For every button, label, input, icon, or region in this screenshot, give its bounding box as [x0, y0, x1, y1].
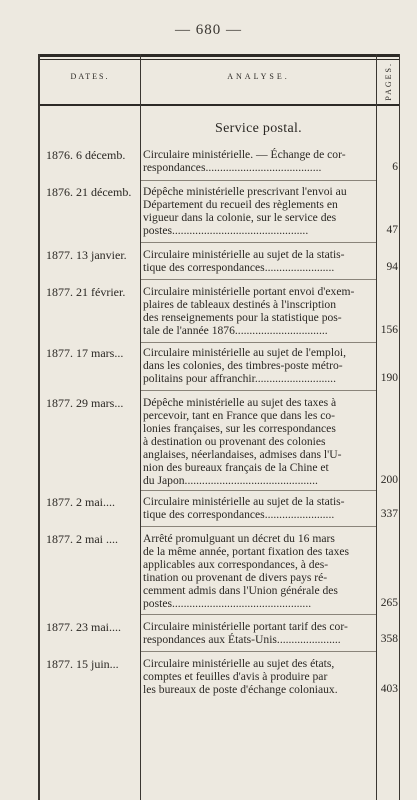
right-border: [399, 54, 400, 800]
entry-analysis: [143, 248, 374, 274]
analysis-line: tination ou provenant de divers pays ré-: [143, 571, 328, 584]
entry-separator: [141, 614, 376, 615]
entry-separator: [141, 342, 376, 343]
entry-analysis: [143, 620, 374, 646]
analysis-line: percevoir, tant en France que dans les co-: [143, 409, 336, 422]
entry-analysis: [143, 285, 374, 337]
analysis-line: cemment admis dans l'Union générale des: [143, 584, 338, 597]
analysis-line: respondances........................................: [143, 161, 322, 174]
analysis-line: Circulaire ministérielle au sujet de l'emploi,: [143, 346, 346, 359]
page-number: — 680 —: [175, 22, 242, 38]
entry-analysis: [143, 396, 374, 487]
entry-date: 1876. 6 décemb.: [46, 148, 126, 162]
analysis-line: Circulaire ministérielle au sujet de la statis-: [143, 495, 345, 508]
analysis-line: Circulaire ministérielle portant envoi d'exem-: [143, 285, 355, 298]
analysis-line: des renseignements pour la statistique pos-: [143, 311, 342, 324]
left-border: [38, 54, 40, 800]
header-rule: [38, 104, 400, 106]
entry-page: 47: [386, 224, 398, 236]
analysis-line: de la même année, portant fixation des taxes: [143, 545, 350, 558]
entry-separator: [141, 490, 376, 491]
analysis-line: Circulaire ministérielle au sujet des états,: [143, 657, 335, 670]
entry-date: 1877. 13 janvier.: [46, 248, 127, 262]
entry-page: 358: [380, 633, 398, 645]
entry-separator: [141, 651, 376, 652]
entry-page: 265: [380, 597, 398, 609]
analysis-line: postes................................................: [143, 597, 312, 610]
entry-separator: [141, 526, 376, 527]
analyse-column-header: ANALYSE.: [227, 72, 290, 81]
analysis-line: postes...............................................: [143, 224, 309, 237]
entry-page: 6: [392, 161, 398, 173]
entry-date: 1877. 23 mai....: [46, 620, 121, 634]
entry-separator: [141, 390, 376, 391]
entry-analysis: [143, 346, 374, 385]
entry-separator: [141, 279, 376, 280]
analysis-line: les bureaux de poste d'échange coloniaux.: [143, 683, 338, 696]
analysis-line: applicables aux correspondances, à des-: [143, 558, 329, 571]
analysis-line: comptes et feuilles d'avis à produire par: [143, 670, 328, 683]
top-rule-thin: [38, 59, 400, 60]
analysis-line: respondances aux États-Unis......................: [143, 633, 341, 646]
entry-analysis: [143, 532, 374, 610]
analysis-line: lonies françaises, sur les correspondances: [143, 422, 336, 435]
entry-date: 1877. 2 mai ....: [46, 532, 118, 546]
entry-separator: [141, 242, 376, 243]
dates-column-divider: [140, 54, 141, 800]
entry-analysis: [143, 657, 374, 696]
analysis-line: Circulaire ministérielle. — Échange de cor-: [143, 148, 346, 161]
entry-date: 1876. 21 décemb.: [46, 185, 132, 199]
analysis-line: Dépêche ministérielle au sujet des taxes à: [143, 396, 337, 409]
entry-date: 1877. 15 juin...: [46, 657, 119, 671]
analysis-line: du Japon..............................................: [143, 474, 318, 487]
analysis-line: tique des correspondances........................: [143, 261, 335, 274]
analysis-line: Dépêche ministérielle prescrivant l'envoi au: [143, 185, 347, 198]
entry-page: 337: [380, 508, 398, 520]
pages-column-header-cell: [377, 58, 399, 104]
entry-analysis: [143, 495, 374, 521]
analysis-line: tique des correspondances........................: [143, 508, 335, 521]
entry-page: 156: [380, 324, 398, 336]
entry-date: 1877. 2 mai....: [46, 495, 115, 509]
entry-date: 1877. 29 mars...: [46, 396, 124, 410]
entry-analysis: [143, 148, 374, 174]
analysis-line: Circulaire ministérielle au sujet de la statis-: [143, 248, 345, 261]
section-title: Service postal.: [215, 121, 302, 136]
entry-date: 1877. 17 mars...: [46, 346, 124, 360]
entry-page: 200: [380, 474, 398, 486]
analysis-line: à destination ou provenant des colonies: [143, 435, 326, 448]
index-table: [38, 54, 400, 800]
entry-separator: [141, 180, 376, 181]
analysis-line: nion des bureaux français de la Chine et: [143, 461, 329, 474]
top-rule: [38, 54, 400, 57]
analysis-line: dans les colonies, des timbres-poste métro-: [143, 359, 343, 372]
analysis-line: tale de l'année 1876................................: [143, 324, 328, 337]
analysis-line: anglaises, néerlandaises, admises dans l'U-: [143, 448, 342, 461]
entry-page: 403: [380, 683, 398, 695]
analysis-line: politains pour affranchir............................: [143, 372, 336, 385]
dates-column-header: DATES.: [70, 72, 110, 81]
pages-column-header: PAGES.: [383, 61, 393, 101]
analysis-line: Arrêté promulguant un décret du 16 mars: [143, 532, 335, 545]
entry-date: 1877. 21 février.: [46, 285, 126, 299]
entry-page: 190: [380, 372, 398, 384]
analysis-line: Circulaire ministérielle portant tarif des cor-: [143, 620, 348, 633]
entry-analysis: [143, 185, 374, 237]
analysis-line: plaires de tableaux destinés à l'inscription: [143, 298, 337, 311]
entry-page: 94: [386, 261, 398, 273]
analysis-line: vigueur dans la colonie, sur le service des: [143, 211, 337, 224]
analysis-line: Département du recueil des règlements en: [143, 198, 338, 211]
